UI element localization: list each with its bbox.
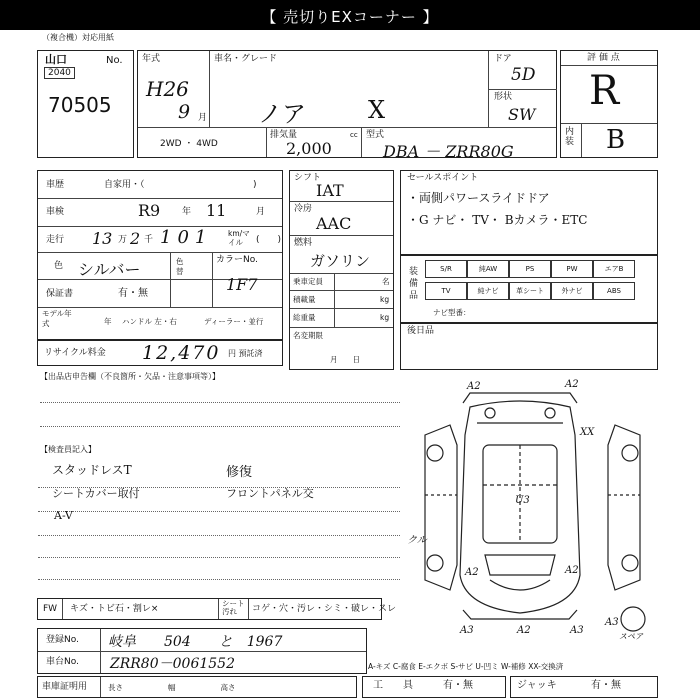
- equipment-item: 革シート: [509, 282, 551, 300]
- mileage-unit: km/マイル: [228, 229, 250, 247]
- mileage-man: 13: [92, 229, 113, 248]
- recycle-fee: 12,470: [142, 342, 221, 364]
- cc-label: cc: [350, 131, 358, 139]
- recycle-label: リサイクル料金: [44, 348, 106, 358]
- inspector-label: 【検査員記入】: [40, 445, 96, 454]
- name-change-label: 名変期限: [293, 331, 323, 340]
- shift-label: シフト: [294, 173, 322, 183]
- color-value: シルバー: [78, 260, 141, 279]
- model-label: 型式: [366, 130, 385, 140]
- history-label: 車歴: [46, 180, 65, 190]
- door-label: ドア: [494, 54, 512, 64]
- later-items-label: 後日品: [407, 326, 435, 336]
- fuel-label: 燃料: [294, 238, 313, 248]
- defect-row: [37, 598, 397, 620]
- equipment-label: 装備品: [409, 267, 419, 301]
- name-label: 車名・グレード: [214, 54, 278, 64]
- garage-cert-fields: 長さ 幅 高さ: [108, 683, 236, 692]
- damage-mark: XX: [580, 427, 595, 438]
- displacement-label: 排気量: [270, 130, 298, 140]
- load-unit: kg: [380, 295, 390, 304]
- score-value: R: [589, 68, 620, 114]
- equipment-item: TV: [425, 282, 467, 300]
- equipment-box: [400, 255, 658, 323]
- ac-value: AAC: [316, 214, 352, 233]
- tools-row: [362, 676, 506, 698]
- seat-label: シート汚れ: [222, 599, 245, 616]
- color-no-value: 1F7: [226, 275, 258, 294]
- damage-mark: A2: [565, 379, 579, 390]
- fuel-value: ガソリン: [310, 252, 371, 270]
- tools-label: 工 具: [373, 680, 413, 691]
- spare-label: スペア: [619, 632, 643, 640]
- equipment-item: S/R: [425, 260, 467, 278]
- history-box: 車歴 自家用・（ ) 車検 R9 年 11 月 走行 13 万 2 千 101 km/マイル ( ) 色 シルバー 色替 カラーNo. 1F7 保証書 有・無 モデル年式 年 ハンドル 左・右 ディーラー・並行: [37, 170, 283, 340]
- displacement-value: 2,000: [286, 139, 332, 158]
- mileage-thousand: 2: [130, 229, 141, 248]
- shift-value: IAT: [316, 181, 344, 200]
- warranty-label: 保証書: [46, 289, 74, 299]
- equipment-item: 純AW: [467, 260, 509, 278]
- grade-box: [560, 50, 658, 158]
- jack-label: ジャッキ: [517, 680, 557, 691]
- interior-label: 内装: [565, 127, 575, 147]
- ac-label: 冷房: [294, 204, 313, 214]
- equipment-item: PS: [509, 260, 551, 278]
- inspection-label: 車検: [46, 207, 65, 217]
- navi-model-label: ナビ型番：: [433, 308, 471, 317]
- windshield: [485, 555, 555, 575]
- color-change-label: 色替: [176, 257, 184, 276]
- gross-unit: kg: [380, 313, 390, 322]
- chassis-label: 車台No.: [46, 657, 79, 667]
- seat-items: コゲ・穴・汚レ・シミ・破レ・スレ: [252, 604, 397, 614]
- banner-title: 【 売切りEXコーナー 】: [261, 8, 439, 26]
- registration-value: 岐阜 504 と 1967: [108, 634, 283, 650]
- front-bumper: [463, 610, 577, 619]
- damage-mark: U3: [515, 495, 530, 506]
- inspection-month: 11: [206, 201, 227, 220]
- fw-items: キズ・トビ石・割レ×: [70, 604, 159, 614]
- damage-mark: A2: [465, 567, 479, 578]
- seller-report-label: 【出品店申告欄（不良箇所・欠品・注意事項等）】: [40, 372, 220, 381]
- sales-point-line1: ・両側パワースライドドア: [407, 191, 550, 205]
- shape-value: SW: [508, 105, 536, 124]
- equipment-item: 純ナビ: [467, 282, 509, 300]
- equipment-item: 外ナビ: [551, 282, 593, 300]
- mileage-rest: 101: [160, 227, 213, 248]
- drive-label: 2WD ・ 4WD: [160, 139, 218, 149]
- registration-box: [37, 628, 367, 674]
- damage-mark: A3: [605, 617, 619, 628]
- damage-mark: クル: [407, 535, 427, 546]
- equipment-item: PW: [551, 260, 593, 278]
- model-value: DBA － ZRR80G: [383, 142, 514, 161]
- capacity-label: 乗車定員: [293, 277, 323, 286]
- month-value: 9: [178, 101, 191, 123]
- interior-value: B: [606, 125, 626, 155]
- multi-use-note: （複合機）対応用紙: [42, 33, 114, 42]
- recycle-row: [37, 340, 283, 366]
- inspector-left-line3: A-V: [54, 509, 73, 522]
- lot-no-label: No.: [106, 55, 123, 66]
- sales-point-box: [400, 170, 658, 255]
- jack-row: [510, 676, 658, 698]
- jack-value: 有・無: [591, 680, 621, 691]
- damage-mark: A2: [565, 565, 579, 576]
- model-year-unit: 年: [104, 317, 112, 326]
- sales-point-line2: ・G ナビ・ TV・ Bカメラ・ETC: [407, 213, 588, 227]
- chassis-value: ZRR80－0061552: [110, 656, 235, 672]
- era-year: H26: [146, 77, 189, 101]
- left-side-panel: [425, 425, 457, 590]
- damage-mark: A2: [467, 381, 481, 392]
- inspection-year-unit: 年: [182, 207, 192, 217]
- warranty-options: 有・無: [118, 288, 148, 299]
- lot-box: [37, 50, 134, 158]
- gross-label: 総重量: [293, 313, 316, 322]
- equipment-item: ABS: [593, 282, 635, 300]
- inspector-right-line2: フロントパネル交: [226, 487, 314, 500]
- shape-label: 形状: [494, 92, 513, 102]
- capacity-unit: 名: [382, 277, 390, 286]
- inspector-box: [38, 445, 400, 595]
- later-items-box: [400, 323, 658, 370]
- sales-point-label: セールスポイント: [407, 173, 479, 183]
- mileage-man-unit: 万: [118, 235, 128, 245]
- doors-value: 5D: [511, 65, 536, 85]
- mileage-label: 走行: [46, 235, 65, 245]
- mechanical-box: [289, 170, 394, 370]
- garage-cert-label: 車庫証明用: [42, 682, 88, 692]
- title-banner: [0, 0, 700, 30]
- fw-label: FW: [43, 604, 58, 614]
- year-label: 年式: [142, 54, 161, 64]
- month-unit: 月: [198, 113, 208, 123]
- history-options: 自家用・（: [104, 180, 145, 190]
- lot-prefix: 山口: [45, 53, 67, 66]
- color-no-label: カラーNo.: [216, 255, 258, 265]
- spare-tire: [621, 607, 645, 631]
- model-year-label: モデル年式: [42, 309, 72, 328]
- inspection-era: R9: [138, 201, 161, 220]
- score-label: 評 価 点: [587, 53, 620, 63]
- lot-number: 70505: [48, 93, 112, 117]
- lot-code: 2040: [44, 67, 75, 79]
- registration-label: 登録No.: [46, 635, 79, 645]
- inspector-right-line1: 修復: [226, 465, 253, 480]
- car-damage-diagram: [405, 375, 660, 640]
- vehicle-info-box: [137, 50, 557, 161]
- recycle-unit: 円 預託済: [228, 349, 263, 358]
- color-label: 色: [54, 261, 64, 271]
- inspection-month-unit: 月: [256, 207, 266, 217]
- damage-mark: A2: [517, 625, 531, 636]
- car-grade: X: [368, 96, 386, 124]
- dealer-label: ディーラー・並行: [204, 317, 264, 326]
- defect-legend: A-キズ C-腐食 E-エクボ S-サビ U-凹ミ W-補修 XX-交換済: [368, 662, 564, 671]
- garage-cert-row: [37, 676, 357, 698]
- handle-label: ハンドル 左・右: [122, 317, 177, 326]
- damage-mark: A3: [570, 625, 584, 636]
- inspector-left-line2: シートカバー取付: [52, 487, 140, 500]
- damage-mark: A3: [460, 625, 474, 636]
- tools-value: 有・無: [443, 680, 473, 691]
- mileage-thousand-unit: 千: [144, 235, 154, 245]
- inspector-left-line1: スタッドレスT: [52, 463, 132, 477]
- load-label: 積載量: [293, 295, 316, 304]
- right-side-panel: [608, 425, 640, 590]
- name-change-unit: 月 日: [330, 355, 360, 364]
- car-name: ノア: [258, 100, 306, 128]
- car-body: [460, 401, 580, 613]
- equipment-item: エアB: [593, 260, 635, 278]
